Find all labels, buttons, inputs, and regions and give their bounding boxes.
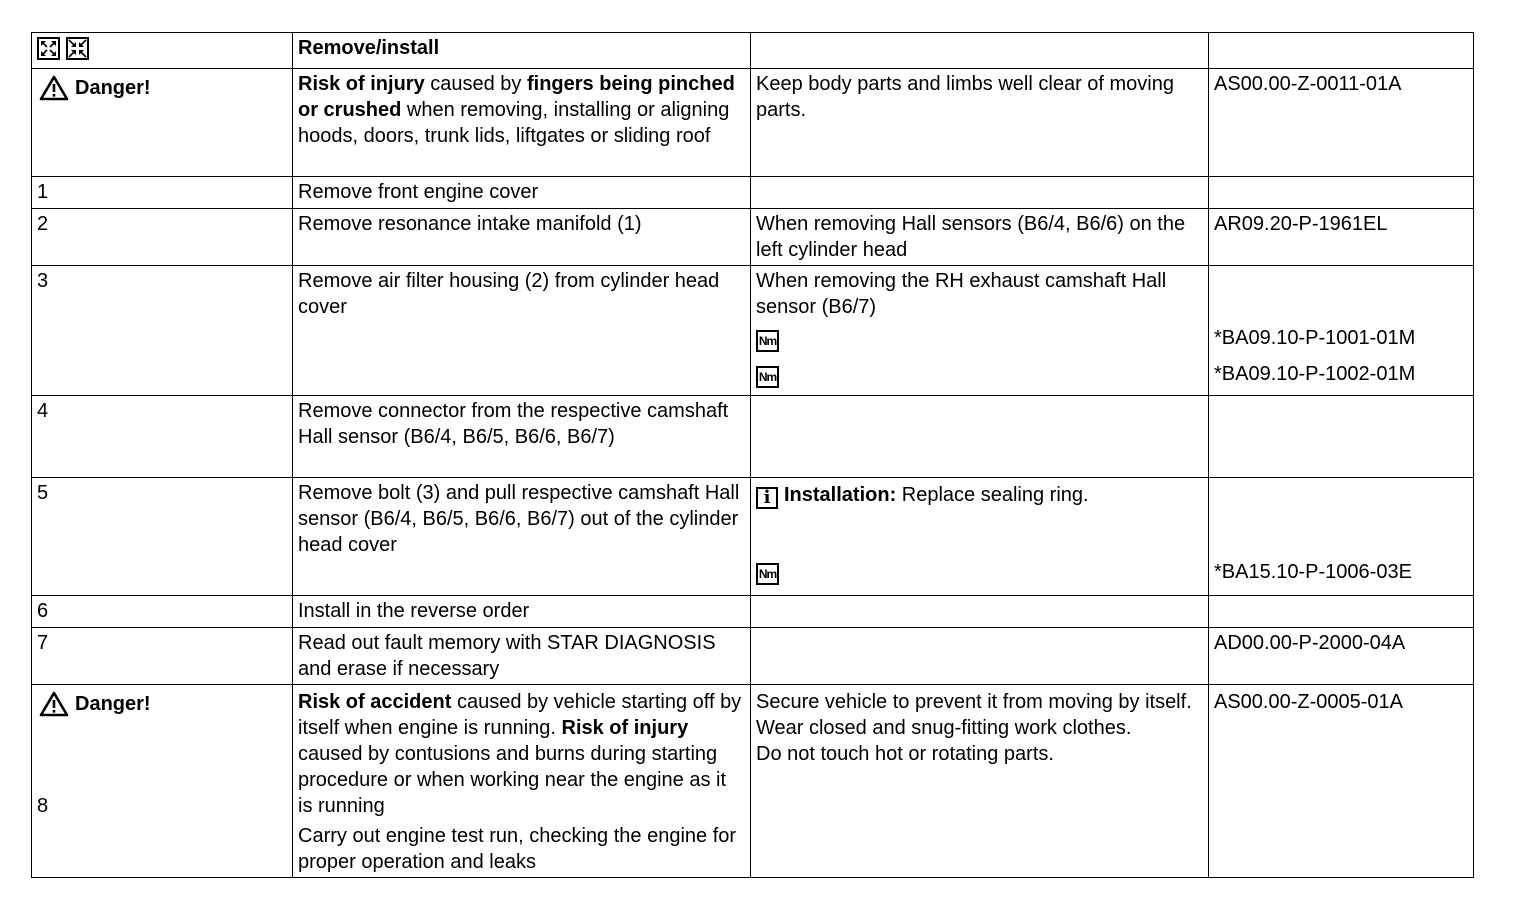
procedure-table — [31, 32, 1474, 878]
step-number: 3 — [32, 266, 293, 396]
step-ref-2[interactable]: *BA09.10-P-1002-01M — [1214, 363, 1416, 385]
risk-bold: Risk of accident — [298, 691, 452, 713]
step-number: 8 — [37, 795, 49, 817]
step-note: When removing the RH exhaust camshaft Hall sensor (B6/7) — [756, 270, 1167, 318]
step-ref-cell — [1209, 266, 1474, 396]
risk-mid: caused by — [424, 73, 527, 95]
step-text: Remove bolt (3) and pull respective camshaft Hall sensor (B6/4, B6/5, B6/6, B6/7) out of the cylinder head cover — [293, 478, 751, 596]
step-row-6 — [32, 596, 1474, 628]
measure-2: Wear closed and snug-fitting work clothes. — [756, 717, 1132, 739]
step-ref-empty — [1209, 177, 1474, 209]
torque-nm-icon[interactable]: Nm — [756, 563, 779, 585]
step-text: Install in the reverse order — [293, 596, 751, 628]
step-number: 1 — [32, 177, 293, 209]
header-icons-cell — [32, 33, 293, 69]
torque-nm-icon[interactable]: Nm — [756, 366, 779, 388]
danger-ref[interactable]: AS00.00-Z-0005-01A — [1214, 691, 1404, 713]
step-ref[interactable]: AR09.20-P-1961EL — [1209, 209, 1474, 266]
expand-icon[interactable] — [37, 37, 60, 60]
step-text: Carry out engine test run, checking the engine for proper operation and leaks — [298, 825, 737, 873]
installation-label: Installation: — [784, 484, 897, 506]
step-number: 6 — [32, 596, 293, 628]
step-ref-empty — [1209, 396, 1474, 478]
danger-2-risk-cell — [293, 685, 751, 878]
danger-1-risk — [293, 69, 751, 177]
danger-2-measure-cell — [751, 685, 1209, 878]
step-ref-1[interactable]: *BA09.10-P-1001-01M — [1214, 327, 1416, 349]
risk-mid: caused by vehicle starting off by itself when engine is running. — [298, 691, 742, 739]
step-row-4 — [32, 396, 1474, 478]
step-row-3 — [32, 266, 1474, 396]
risk-rest: caused by contusions and burns during starting procedure or when working near the engine as it is running — [298, 743, 727, 817]
step-number: 5 — [32, 478, 293, 596]
step-number: 2 — [32, 209, 293, 266]
step-text: Remove resonance intake manifold (1) — [293, 209, 751, 266]
danger-cell-1 — [32, 69, 293, 177]
danger-row-2 — [32, 685, 1474, 878]
header-title: Remove/install — [293, 33, 751, 69]
danger-cell-2 — [32, 685, 293, 878]
danger-1-measure: Keep body parts and limbs well clear of moving parts. — [751, 69, 1209, 177]
step-row-2 — [32, 209, 1474, 266]
risk-bold: Risk of injury — [298, 73, 425, 95]
step-number: 7 — [32, 628, 293, 685]
danger-2-ref — [1209, 685, 1474, 878]
measure-3: Do not touch hot or rotating parts. — [756, 743, 1054, 765]
risk-rest: when removing, installing or aligning hoods, doors, trunk lids, liftgates or sliding roof — [298, 99, 730, 147]
danger-1-ref[interactable]: AS00.00-Z-0011-01A — [1209, 69, 1474, 177]
danger-row-1 — [32, 69, 1474, 177]
step-note-empty — [751, 177, 1209, 209]
step-note: When removing Hall sensors (B6/4, B6/6) on the left cylinder head — [751, 209, 1209, 266]
step-ref-empty — [1209, 596, 1474, 628]
risk-bold-2: Risk of injury — [561, 717, 689, 739]
danger-label: Danger! — [75, 693, 151, 715]
risk-bold-2: fingers being pinched or crushed — [298, 73, 735, 121]
step-ref-cell — [1209, 478, 1474, 596]
step-row-1 — [32, 177, 1474, 209]
step-number: 4 — [32, 396, 293, 478]
step-ref[interactable]: *BA15.10-P-1006-03E — [1214, 561, 1412, 583]
warning-triangle-icon — [39, 75, 69, 101]
step-text: Remove front engine cover — [293, 177, 751, 209]
step-note-empty — [751, 596, 1209, 628]
installation-text: Replace sealing ring. — [896, 484, 1089, 506]
measure-1: Secure vehicle to prevent it from moving by itself. — [756, 691, 1192, 713]
header-row — [32, 33, 1474, 69]
step-ref[interactable]: AD00.00-P-2000-04A — [1209, 628, 1474, 685]
step-text: Read out fault memory with STAR DIAGNOSIS and erase if necessary — [293, 628, 751, 685]
step-note-empty — [751, 628, 1209, 685]
header-empty-3 — [751, 33, 1209, 69]
step-note-empty — [751, 396, 1209, 478]
step-row-5 — [32, 478, 1474, 596]
step-note-cell — [751, 266, 1209, 396]
header-empty-4 — [1209, 33, 1474, 69]
collapse-icon[interactable] — [66, 37, 89, 60]
info-icon: i — [756, 487, 778, 509]
step-text: Remove connector from the respective camshaft Hall sensor (B6/4, B6/5, B6/6, B6/7) — [293, 396, 751, 478]
step-note-cell — [751, 478, 1209, 596]
warning-triangle-icon — [39, 691, 69, 717]
torque-nm-icon[interactable]: Nm — [756, 330, 779, 352]
danger-label: Danger! — [75, 77, 151, 99]
step-row-7 — [32, 628, 1474, 685]
step-text: Remove air filter housing (2) from cylinder head cover — [293, 266, 751, 396]
